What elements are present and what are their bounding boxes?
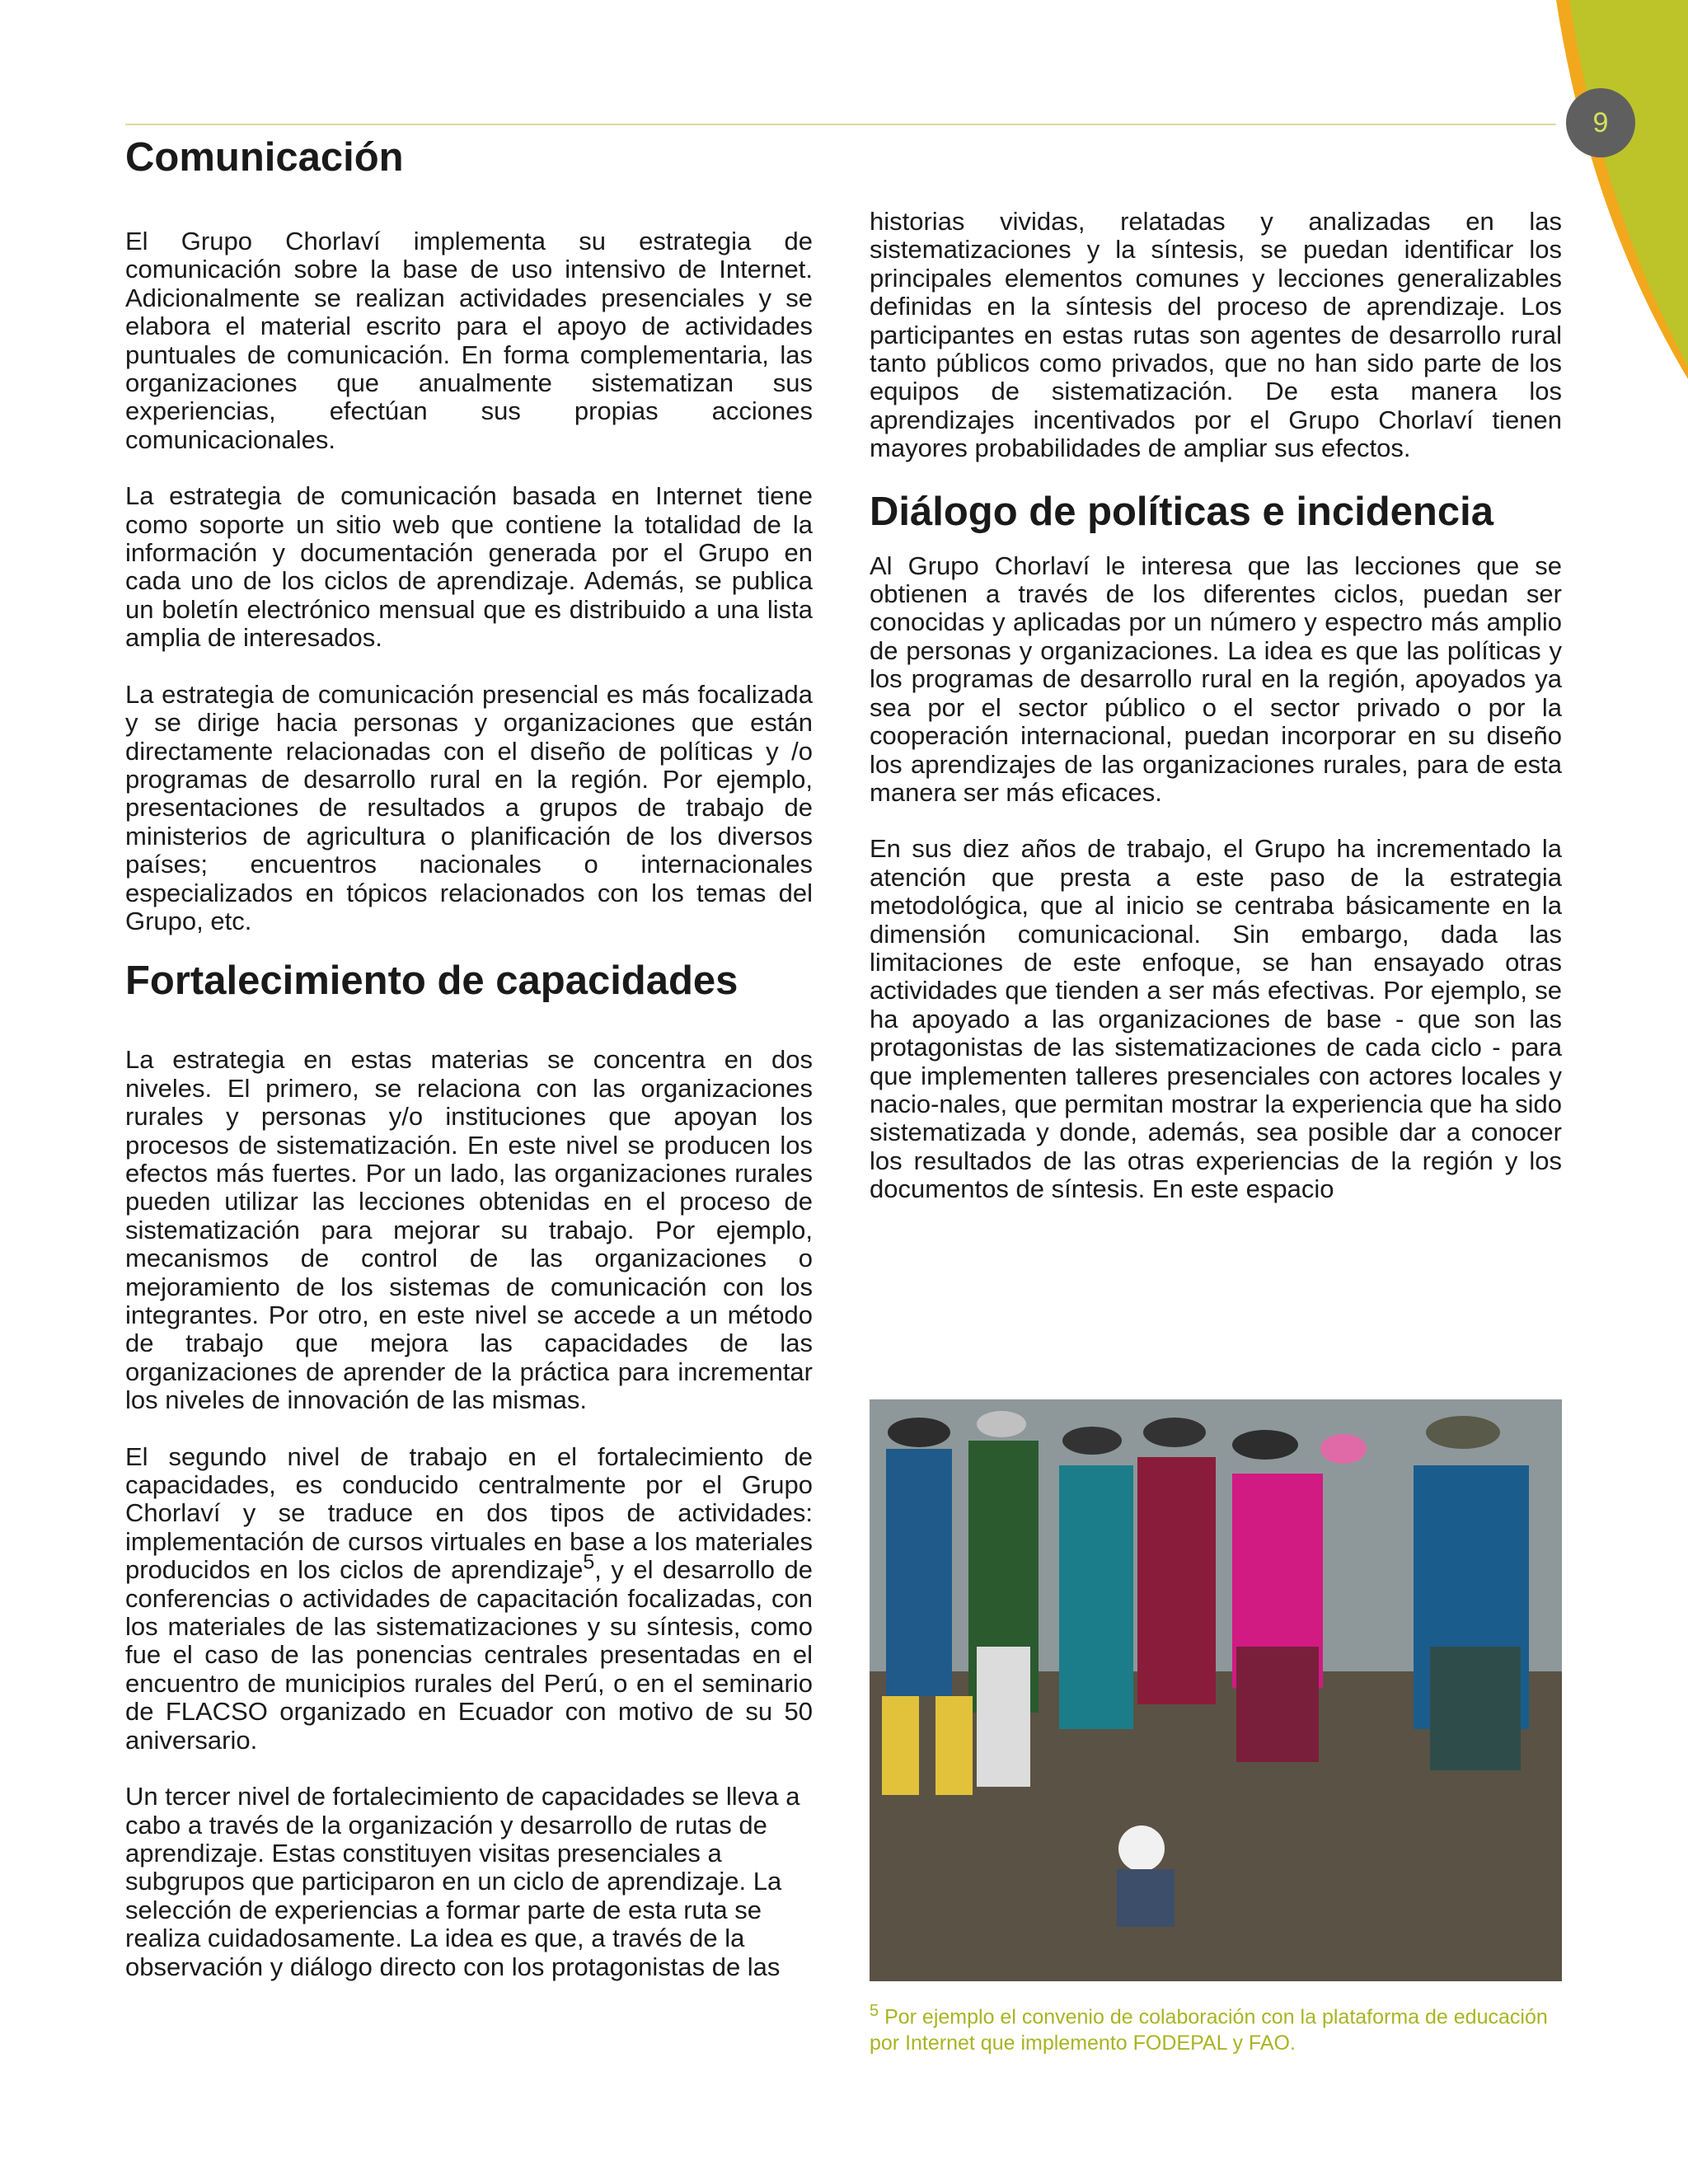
corner-decoration [1540, 0, 1688, 387]
left-column [125, 132, 813, 1981]
paragraph: Al Grupo Chorlaví le interesa que las lecciones que se obtienen a través de los diferentes ciclos, puedan ser conocidas y aplicadas por un número y espectro más amplio de personas y organizaciones. La idea es que las políticas y los programas de desarrollo rural en la región, apoyados ya sea por el sector público o el sector privado o por la cooperación internacional, puedan incorporar en su diseño los aprendizajes de las organizaciones rurales, para de esta manera ser más eficaces. [870, 551, 1562, 807]
paragraph: En sus diez años de trabajo, el Grupo ha incrementado la atención que presta a este paso de la estrategia metodológica, que al inicio se centraba básicamente en la dimensión comunicacional. Sin embargo, dada las limitaciones de este enfoque, se han ensayado otras actividades que tienden a ser más efectivas. Por ejemplo, se ha apoyado a las organizaciones de base - que son las protagonistas de las sistematizaciones de cada ciclo - para que implementen talleres presenciales con actores locales y nacio-nales, que permitan mostrar la experiencia que ha sido sistematizada y donde, además, sea posible dar a conocer los resultados de las otras experiencias de la región y los documentos de síntesis. En este espacio [870, 834, 1562, 1204]
paragraph: La estrategia de comunicación presencial es más focalizada y se dirige hacia personas y organizaciones que están directamente relacionadas con el diseño de políticas y /o programas de desarrollo rural en la región. Por ejemplo, presentaciones de resultados a grupos de trabajo de ministerios de agricultura o planificación de los diversos países; encuentros nacionales o internacionales especializados en tópicos relacionados con los temas del Grupo, etc. [125, 679, 813, 935]
paragraph: La estrategia en estas materias se concentra en dos niveles. El primero, se relaciona con las organizaciones rurales y personas y/o instituciones que apoyan los procesos de sistematización. En este nivel se producen los efectos más fuertes. Por un lado, las organizaciones rurales pueden utilizar las lecciones obtenidas en el proceso de sistematización para mejorar su trabajo. Por ejemplo, mecanismos de control de las organizaciones o mejoramiento de los sistemas de comunicación con los integrantes. Por otro, en este nivel se accede a un método de trabajo que mejora las capacidades de las organizaciones de aprender de la práctica para incrementar los niveles de innovación de las mismas. [125, 1045, 813, 1415]
heading-fortalecimiento: Fortalecimiento de capacidades [125, 958, 738, 1004]
footnote-ref: 5 [583, 1550, 595, 1574]
paragraph: Un tercer nivel de fortalecimiento de capacidades se lleva a cabo a través de la organización y desarrollo de rutas de aprendizaje. Estas constituyen visitas presenciales a subgrupos que participaron en un ciclo de aprendizaje. La selección de experiencias a formar parte de esta ruta se realiza cuidadosamente. La idea es que, a través de la observación y diálogo directo con los protagonistas de las [125, 1782, 800, 1981]
paragraph: La estrategia de comunicación basada en Internet tiene como soporte un sitio web que contiene la totalidad de la información y documentación generada por el Grupo en cada uno de los ciclos de aprendizaje. Además, se publica un boletín electrónico mensual que es distribuido a una lista amplia de interesados. [125, 481, 813, 653]
paragraph-text: , y el desarrollo de conferencias o actividades de capacitación focalizadas, con los materiales de las sistematizaciones y su síntesis, como fue el caso de las ponencias centrales presentadas en el encuentro de municipios rurales del Perú, o en el seminario de FLACSO organizado en Ecuador con motivo de su 50 aniversario. [125, 1555, 813, 1755]
paragraph [125, 1443, 813, 1755]
heading-dialogo: Diálogo de políticas e incidencia [870, 489, 1493, 534]
paragraph: historias vividas, relatadas y analizadas en las sistematizaciones y la síntesis, se puedan identificar los principales elementos comunes y lecciones generalizables definidas en la síntesis del proceso de aprendizaje. Los participantes en estas rutas son agentes de desarrollo rural tanto públicos como privados, que no han sido parte de los equipos de sistematización. De esta manera los aprendizajes incentivados por el Grupo Chorlaví tienen mayores probabilidades de ampliar sus efectos. [870, 207, 1562, 463]
footnote [870, 1998, 1562, 2056]
group-photo [870, 1399, 1562, 1981]
paragraph: El Grupo Chorlaví implementa su estrategia de comunicación sobre la base de uso intensivo de Internet. Adicionalmente se realizan actividades presenciales y se elabora el material escrito para el apoyo de actividades puntuales de comunicación. En forma complementaria, las organizaciones que anualmente sistematizan sus experiencias, efectúan sus propias acciones comunicacionales. [125, 227, 813, 454]
page-number-badge: 9 [1566, 88, 1635, 157]
footnote-text: Por ejemplo el convenio de colaboración con la plataforma de educación por Internet que implemento FODEPAL y FAO. [870, 2005, 1548, 2055]
header-rule [125, 124, 1556, 125]
right-column [870, 208, 1562, 1204]
footnote-number: 5 [870, 2002, 879, 2020]
heading-comunicacion: Comunicación [125, 135, 404, 180]
paragraph-text: El segundo nivel de trabajo en el fortalecimiento de capacidades, es conducido centralmente por el Grupo Chorlaví y se traduce en dos tipos de actividades: implementación de cursos virtuales en base a los materiales producidos en los ciclos de aprendizaje [125, 1441, 813, 1585]
